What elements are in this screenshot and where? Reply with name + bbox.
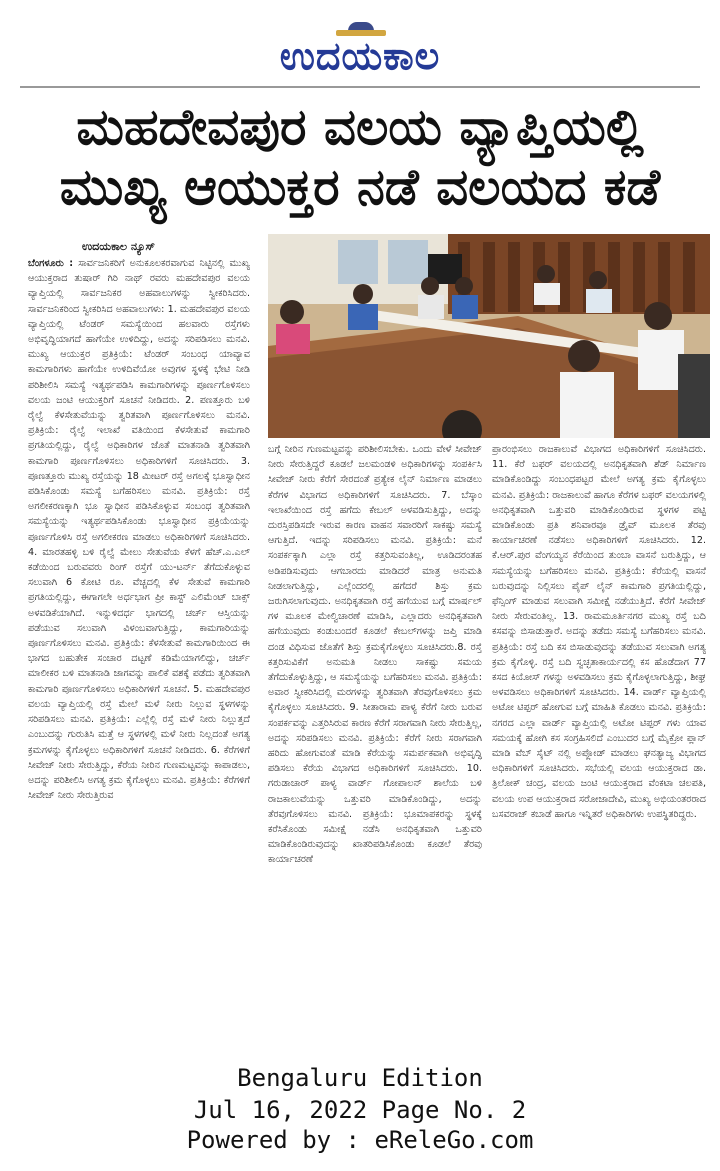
meeting-photo-image [268, 234, 710, 438]
masthead-divider [20, 86, 700, 88]
powered-by-link[interactable]: Powered by : eReleGo.com [186, 1126, 534, 1154]
masthead-title: ಉದಯಕಾಲ [279, 34, 441, 78]
edition-label: Bengaluru Edition [237, 1064, 483, 1092]
column-3-text: ಪ್ರಾರಂಭಿಸಲು ರಾಜಕಾಲುವೆ ವಿಭಾಗದ ಅಧಿಕಾರಿಗಳಿಗೆ ಸೂಚಿಸಿದರು. 11. ಕೆರೆ ಬಫರ್ ವಲಯದಲ್ಲಿ ಅನಧಿಕೃತವಾಗಿ ಶೆಡ್ ನಿರ್ಮಾಣ ಮಾಡಿಕೊಂಡಿದ್ದು ಸಂಬಂಧಪಟ್ಟರ ಮೇಲೆ ಅಗತ್ಯ ಕ್ರಮ ಕೈಗೊಳ್ಳಲು ಮನವಿ. ಪ್ರತಿಕ್ರಿಯೆ: ರಾಜಕಾಲುವೆ ಹಾಗೂ ಕೆರೆಗಳ ಬಫರ್ ವಲಯಗಳಲ್ಲಿ ಅನಧಿಕೃತವಾಗಿ ಒತ್ತುವರಿ ಮಾಡಿಕೊಂಡಿರುವ ಸ್ಥಳಗಳ ಪಟ್ಟಿ ಮಾಡಿಕೊಂಡು ಪ್ರತಿ ಶನಿವಾರವೂ ಡ್ರೈವ್ ಮೂಲಕ ತೆರವು ಕಾರ್ಯಾಚರಣೆ ನಡೆಸಲು ಅಧಿಕಾರಿಗಳಿಗೆ ಸೂಚಿಸಿದರು. 12. ಕೆ.ಆರ್.ಪುರ ವೆಂಗಯ್ಯನ ಕೆರೆಯಿಂದ ತುಂಬಾ ವಾಸನೆ ಬರುತ್ತಿದ್ದು, ಆ ಸಮಸ್ಯೆಯನ್ನು ಬಗೆಹರಿಸಲು ಮನವಿ. ಪ್ರತಿಕ್ರಿಯೆ: ಕೆರೆಯಲ್ಲಿ ವಾಸನೆ ಬರುವುದನ್ನು ನಿಲ್ಲಿಸಲು ಪೈಪ್ ಲೈನ್ ಕಾಮಗಾರಿ ಪ್ರಗತಿಯಲ್ಲಿದ್ದು, ಫೆನ್ಸಿಂಗ್ ಮಾಡುವ ಸಲುವಾಗಿ ಸಮೀಕ್ಷೆ ನಡೆಯುತ್ತಿದೆ. ಕೆರೆಗೆ ಸೀವೇಜ್ ನೀರು ಸೇರುವಂತಿಲ್ಲ. 13. ರಾಮಮೂರ್ತಿನಗರ ಮುಖ್ಯ ರಸ್ತೆ ಬದಿ ಕಸವನ್ನು ಬಿಸಾಡುತ್ತಾರೆ. ಅದನ್ನು ತಡೆದು ಸಮಸ್ಯೆ ಬಗೆಹರಿಸಲು ಮನವಿ. ಪ್ರತಿಕ್ರಿಯೆ: ರಸ್ತೆ ಬದಿ ಕಸ ಬಿಸಾಡುವುದನ್ನು ತಡೆಯುವ ಸಲುವಾಗಿ ಅಗತ್ಯ ಕ್ರಮ ಕೈಗೊಳ್ಳಿ. ರಸ್ತೆ ಬದಿ ಸ್ವಚ್ಛತಾಕಾರ್ಯದಲ್ಲಿ ಕಸ ಹೊಡೆದಾಗ 77 ಕಸದ ಕಿಯೋಸ್ ಗಳನ್ನು ಅಳವಡಿಸಲು ಕ್ರಮ ಕೈಗೊಳ್ಳಲಾಗುತ್ತಿದ್ದು, ಶೀಘ್ರ ಅಳವಡಿಸಲು ಅಧಿಕಾರಿಗಳಿಗೆ ಸೂಚಿಸಿದರು. 14. ವಾರ್ಡ್ ವ್ಯಾಪ್ತಿಯಲ್ಲಿ ಅಟೋ ಟಿಪ್ಪರ್ ಹೋಗುವ ಬಗ್ಗೆ ಮಾಹಿತಿ ಕೊಡಲು ಮನವಿ. ಪ್ರತಿಕ್ರಿಯೆ: ನಗರದ ಎಲ್ಲಾ ವಾರ್ಡ್ ವ್ಯಾಪ್ತಿಯಲ್ಲಿ ಅಟೋ ಟಿಪ್ಪರ್ ಗಳು ಯಾವ ಸಮಯಕ್ಕೆ ಹೋಗಿ ಕಸ ಸಂಗ್ರಹಿಸಲಿದೆ ಎಂಬುದರ ಬಗ್ಗೆ ಮೈಕ್ರೋ ಪ್ಲಾನ್ ಮಾಡಿ ವೆಬ್ ಸೈಟ್ ನಲ್ಲಿ ಅಪ್ಲೋಡ್ ಮಾಡಲು ಘನತ್ಯಾಜ್ಯ ವಿಭಾಗದ ಅಧಿಕಾರಿಗಳಿಗೆ ಸೂಚಿಸಿದರು. ಸಭೆಯಲ್ಲಿ ವಲಯ ಆಯುಕ್ತರಾದ ಡಾ. ತ್ರಿಲೋಕ್ ಚಂದ್ರ, ವಲಯ ಜಂಟಿ ಆಯುಕ್ತರಾದ ವೆಂಕಟಾ ಚಲಪತಿ, ವಲಯ ಉಪ ಆಯುಕ್ತರಾದ ಸರೋಜಾದೇವಿ, ಮುಖ್ಯ ಅಭಿಯಂತರರಾದ ಬಸವರಾಜ್ ಕಬಾಡೆ ಹಾಗೂ ಇನ್ನಿತರೆ ಅಧಿಕಾರಿಗಳು ಉಪಸ್ಥಿತರಿದ್ದರು. [492, 444, 706, 820]
article-column-3 [492, 442, 706, 1062]
headline-line-1: ಮಹದೇವಪುರ ವಲಯ ವ್ಯಾಪ್ತಿಯಲ್ಲಿ [76, 98, 644, 156]
byline: ಉದಯಕಾಲ ನ್ಯೂಸ್ [82, 240, 155, 253]
headline-line-2: ಮುಖ್ಯ ಆಯುಕ್ತರ ನಡೆ ವಲಯದ ಕಡೆ [59, 158, 661, 216]
masthead [0, 0, 720, 88]
date-page-label: Jul 16, 2022 Page No. 2 [193, 1096, 527, 1124]
article-column-1 [28, 256, 250, 1062]
column-1-text: ಸಾರ್ವಜನಿಕರಿಗೆ ಅನುಕೂಲಕರವಾಗುವ ನಿಟ್ಟಿನಲ್ಲಿ ಮುಖ್ಯ ಆಯುಕ್ತರಾದ ತುಷಾರ್ ಗಿರಿ ನಾಥ್ ರವರು ಮಹದೇವಪುರ ವಲಯ ವ್ಯಾಪ್ತಿಯಲ್ಲಿ ಸಾರ್ವಜನಿಕರ ಅಹವಾಲುಗಳನ್ನು ಸ್ವೀಕರಿಸಿದರು. ಸಾರ್ವಜನಿಕರಿಂದ ಸ್ವೀಕರಿಸಿದ ಅಹವಾಲುಗಳು: 1. ಮಹದೇವಪುರ ವಲಯ ವ್ಯಾಪ್ತಿಯಲ್ಲಿ ಟೆಂಡರ್ ಸಮಸ್ಯೆಯಿಂದ ಹಲವಾರು ರಸ್ತೆಗಳು ಅಭಿವೃದ್ಧಿಯಾಗದೆ ಹಾಗೆಯೇ ಉಳಿದಿದ್ದು, ಅದನ್ನು ಸರಿಪಡಿಸಲು ಮನವಿ. ಮುಖ್ಯ ಆಯುಕ್ತರ ಪ್ರತಿಕ್ರಿಯೆ: ಟೆಂಡರ್ ಸಂಬಂಧ ಯಾವ್ಯಾವ ಕಾಮಗಾರಿಗಳು ಹಾಗೆಯೇ ಉಳಿದಿವೆಯೋ ಅವುಗಳ ಸ್ಥಳಕ್ಕೆ ಭೇಟಿ ನೀಡಿ ಪರಿಶೀಲಿಸಿ ಸಮಸ್ಯೆ ಇತ್ಯರ್ಥಪಡಿಸಿ ಕಾಮಗಾರಿಗಳನ್ನು ಪೂರ್ಣಗೊಳಿಸಲು ವಲಯ ಜಂಟಿ ಆಯುಕ್ತರಿಗೆ ಸೂಚನೆ ನೀಡಿದರು. 2. ಪಣತ್ತೂರು ಬಳಿ ರೈಲ್ವೆ ಕೆಳಸೇತುವೆಯನ್ನು ತ್ವರಿತವಾಗಿ ಪೂರ್ಣಗೊಳಿಸಲು ಮನವಿ. ಪ್ರತಿಕ್ರಿಯೆ: ರೈಲ್ವೆ ಇಲಾಖೆ ವತಿಯಿಂದ ಕೆಳಸೇತುವೆ ಕಾಮಗಾರಿ ಪ್ರಗತಿಯಲ್ಲಿದ್ದು, ರೈಲ್ವೆ ಅಧಿಕಾರಿಗಳ ಜೊತೆ ಮಾತನಾಡಿ ತ್ವರಿತವಾಗಿ ಕಾಮಗಾರಿ ಪೂರ್ಣಗೊಳಿಸಲು ಅಧಿಕಾರಿಗಳಿಗೆ ಸೂಚಿಸಿದರು. 3. ಪೂಣತ್ತೂರು ಮುಖ್ಯ ರಸ್ತೆಯನ್ನು 18 ಮೀಟರ್ ರಸ್ತೆ ಅಗಲಕ್ಕೆ ಭೂಸ್ವಾಧೀನ ಪಡಿಸಿಕೊಂಡು ಸಮಸ್ಯೆ ಬಗೆಹರಿಸಲು ಮನವಿ. ಪ್ರತಿಕ್ರಿಯೆ: ರಸ್ತೆ ಅಗಲೀಕರಣಕ್ಕಾಗಿ ಭೂ ಸ್ವಾಧೀನ ಪಡಿಸಿಕೊಳ್ಳುವ ಸಂಬಂಧ ತ್ವರಿತವಾಗಿ ಸಮಸ್ಯೆಯನ್ನು ಇತ್ಯರ್ಥಪಡಿಸಿಕೊಂಡು ಭೂಸ್ವಾಧೀನ ಪ್ರಕ್ರಿಯೆಯನ್ನು ಪೂರ್ಣಗೊಳಿಸಿ ರಸ್ತೆ ಅಗಲೀಕರಣ ಮಾಡಲು ಅಧಿಕಾರಿಗಳಿಗೆ ಸೂಚಿಸಿದರು. 4. ಮಾರತಹಳ್ಳಿ ಬಳಿ ರೈಲ್ವೆ ಮೇಲು ಸೇತುವೆಯ ಕೆಳಗೆ ಹೆಚ್.ಎ.ಎಲ್ ಕಡೆಯಿಂದ ಬರುವವರು ರಿಂಗ್ ರಸ್ತೆಗೆ ಯು-ಟರ್ನ್ ತೆಗೆದುಕೊಳ್ಳುವ ಸಲುವಾಗಿ 6 ಕೋಟಿ ರೂ. ವೆಚ್ಚದಲ್ಲಿ ಕೆಳ ಸೇತುವೆ ಕಾಮಗಾರಿ ಪ್ರಗತಿಯಲ್ಲಿದ್ದು, ಈಗಾಗಲೇ ಅರ್ಧಭಾಗ ಪ್ರೀ ಕಾಸ್ಟ್ ಎಲಿಮೆಂಟ್ ಬಾಕ್ಸ್ ಅಳವಡಿಕೆಯಾಗಿದೆ. ಇನ್ನುಳಿದರ್ಧ ಭಾಗದಲ್ಲಿ ಚರ್ಚ್ ಆಸ್ತಿಯನ್ನು ಪಡೆಯುವ ಸಲುವಾಗಿ ವಿಳಂಬವಾಗುತ್ತಿದ್ದು, ಕಾಮಗಾರಿಯನ್ನು ಪೂರ್ಣಗೊಳಿಸಲು ಮನವಿ. ಪ್ರತಿಕ್ರಿಯೆ: ಕೆಳಸೇತುವೆ ಕಾಮಗಾರಿಯಿಂದ ಈ ಭಾಗದ ಬಹುತೇಕ ಸಂಚಾರ ದಟ್ಟಣೆ ಕಡಿಮೆಯಾಗಲಿದ್ದು, ಚರ್ಚ್ ಮಾಲೀಕರ ಬಳಿ ಮಾತನಾಡಿ ಜಾಗವನ್ನು ಪಾಲಿಕೆ ವಶಕ್ಕೆ ಪಡೆದು ತ್ವರಿತವಾಗಿ ಕಾಮಗಾರಿ ಪೂರ್ಣಗೊಳಿಸಲು ಅಧಿಕಾರಿಗಳಿಗೆ ಸೂಚನೆ. 5. ಮಹದೇವಪುರ ವಲಯ ವ್ಯಾಪ್ತಿಯಲ್ಲಿ ರಸ್ತೆ ಮೇಲೆ ಮಳೆ ನೀರು ನಿಲ್ಲುವ ಸ್ಥಳಗಳನ್ನು ಸರಿಪಡಿಸಲು ಮನವಿ. ಪ್ರತಿಕ್ರಿಯೆ: ಎಲ್ಲೆಲ್ಲಿ ರಸ್ತೆ ಮಳೆ ನೀರು ನಿಲ್ಲುತ್ತದೆ ಎಂಬುದನ್ನು ಗುರುತಿಸಿ ಮತ್ತೆ ಆ ಸ್ಥಳಗಳಲ್ಲಿ ಮಳೆ ನೀರು ನಿಲ್ಲದಂತೆ ಅಗತ್ಯ ಕ್ರಮಗಳನ್ನು ಕೈಗೊಳ್ಳಲು ಅಧಿಕಾರಿಗಳಿಗೆ ಸೂಚನೆ ನೀಡಿದರು. 6. ಕೆರೆಗಳಿಗೆ ಸೀವೇಜ್ ನೀರು ಸೇರುತ್ತಿದ್ದು, ಕೆರೆಯ ನೀರಿನ ಗುಣಮಟ್ಟವನ್ನು ಕಾಪಾಡಲು, ಅದನ್ನು ಪರಿಶೀಲಿಸಿ ಅಗತ್ಯ ಕ್ರಮ ಕೈಗೊಳ್ಳಲು ಮನವಿ. ಪ್ರತಿಕ್ರಿಯೆ: ಕೆರೆಗಳಿಗೆ ಸೀವೇಜ್ ನೀರು ಸೇರುತ್ತಿರುವ [28, 258, 250, 802]
dateline: ಬೆಂಗಳೂರು : [28, 258, 74, 269]
article-column-2 [268, 442, 482, 1062]
article [18, 230, 706, 1062]
column-2-text: ಬಗ್ಗೆ ನೀರಿನ ಗುಣಮಟ್ಟವನ್ನು ಪರಿಶೀಲಿಸಬೇಕು. ಒಂದು ವೇಳೆ ಸೀವೇಜ್ ನೀರು ಸೇರುತ್ತಿದ್ದರೆ ಕೂಡಲೆ ಜಲಮಂಡಳಿ ಅಧಿಕಾರಿಗಳನ್ನು ಸಂಪರ್ಕಿಸಿ ಸೀವೇಜ್ ನೀರು ಕೆರೆಗೆ ಸೇರದಂತೆ ಪ್ರತ್ಯೇಕ ಲೈನ್ ನಿರ್ಮಾಣ ಮಾಡಲು ಕೆರೆಗಳ ವಿಭಾಗದ ಅಧಿಕಾರಿಗಳಿಗೆ ಸೂಚಿಸಿದರು. 7. ಬೆಸ್ಕಾಂ ಇಲಾಖೆಯಿಂದ ರಸ್ತೆ ಹಗೆದು ಕೇಬಲ್ ಅಳವಡಿಸುತ್ತಿದ್ದು, ಅದನ್ನು ದುರಸ್ತಿಪಡಿಸದೇ ಇರುವ ಕಾರಣ ವಾಹನ ಸವಾರರಿಗೆ ಸಾಕಷ್ಟು ಸಮಸ್ಯೆ ಆಗುತ್ತಿದೆ. ಇದನ್ನು ಸರಿಪಡಿಸಲು ಮನವಿ. ಪ್ರತಿಕ್ರಿಯೆ: ಮನೆ ಸಂಪರ್ಕಕ್ಕಾಗಿ ಎಲ್ಲಾ ರಸ್ತೆ ಕತ್ತರಿಸುವಂತಿಲ್ಲ, ಊಡಿದರಂತಹ ಅಡಿಪಡಿಸುವುದು ಆಗಬಾರದು ಮಾಡಿದರೆ ಮಾತ್ರ ಅನುಮತಿ ನೀಡಲಾಗುತ್ತಿದ್ದು, ಎಲ್ಲೆಂದರಲ್ಲಿ ಹಗೆದರೆ ಶಿಸ್ತು ಕ್ರಮ ಜರುಗಿಸಲಾಗುವುದು. ಅನಧಿಕೃತವಾಗಿ ರಸ್ತೆ ಹಗೆಯುವ ಬಗ್ಗೆ ಮಾರ್ಷಲ್ ಗಳ ಮೂಲಕ ಮೇಲ್ವಿಚಾರಣೆ ಮಾಡಿಸಿ, ಎಲ್ಲಾದರು ಅನಧಿಕೃತವಾಗಿ ಹಗೆಯುವುದು ಕಂಡುಬಂದರೆ ಕೂಡಲೆ ಕೇಬಲ್‌ಗಳನ್ನು ಜಪ್ತಿ ಮಾಡಿ ದಂಡ ವಿಧಿಸುವ ಜೊತೆಗೆ ಶಿಸ್ತು ಕ್ರಮಕೈಗೊಳ್ಳಲು ಸೂಚಿಸಿದರು.8. ರಸ್ತೆ ಕತ್ತರಿಸುವಿಕೆಗೆ ಅನುಮತಿ ನೀಡಲು ಸಾಕಷ್ಟು ಸಮಯ ತೆಗೆದುಕೊಳ್ಳುತ್ತಿದ್ದು, ಆ ಸಮಸ್ಯೆಯನ್ನು ಬಗೆಹರಿಸಲು ಮನವಿ. ಪ್ರತಿಕ್ರಿಯೆ: ಅವಾರ ಸ್ವೀಕರಿಸಿದಲ್ಲಿ ಮರಗಳನ್ನು ತ್ವರಿತವಾಗಿ ತೆರವುಗೊಳಿಸಲು ಕ್ರಮ ಕೈಗೊಳ್ಳಲು ಸೂಚಿಸಿದರು. 9. ಸೀತಾರಾಮ ಪಾಳ್ಯ ಕೆರೆಗೆ ನೀರು ಬರುವ ಸಂಪರ್ಕವನ್ನು ಎತ್ತರಿಸಿರುವ ಕಾರಣ ಕೆರೆಗೆ ಸರಾಗವಾಗಿ ನೀರು ಸೇರುತ್ತಿಲ್ಲ, ಅದನ್ನು ಸರಿಪಡಿಸಲು ಮನವಿ. ಪ್ರತಿಕ್ರಿಯೆ: ಕೆರೆಗೆ ನೀರು ಸರಾಗವಾಗಿ ಹರಿದು ಹೋಗುವಂತೆ ಮಾಡಿ ಕೆರೆಯನ್ನು ಸಮರ್ಪಕವಾಗಿ ಅಭಿವೃದ್ಧಿ ಪಡಿಸಲು ಕೆರೆಯ ವಿಭಾಗದ ಅಧಿಕಾರಿಗಳಿಗೆ ಸೂಚಿಸಿದರು. 10. ಗರುಡಾಚಾರ್ ಪಾಳ್ಯ ವಾರ್ಡ್ ಗೋಪಾಲನ್ ಶಾಲೆಯ ಬಳಿ ರಾಜಕಾಲುವೆಯನ್ನು ಒತ್ತುವರಿ ಮಾಡಿಕೊಂಡಿದ್ದು, ಅದನ್ನು ತೆರವುಗೊಳಿಸಲು ಮನವಿ. ಪ್ರತಿಕ್ರಿಯೆ: ಭೂಮಾಪಕರನ್ನು ಸ್ಥಳಕ್ಕೆ ಕರೆಸಿಕೊಂಡು ಸಮೀಕ್ಷೆ ನಡೆಸಿ ಅನಧಿಕೃತವಾಗಿ ಒತ್ತುವರಿ ಮಾಡಿಕೊಂಡಿರುವುದನ್ನು ಖಾತರಿಪಡಿಸಿಕೊಂಡು ಕೂಡಲೆ ತೆರವು ಕಾರ್ಯಾಚರಣೆ [268, 444, 482, 866]
meeting-photo [268, 234, 710, 438]
